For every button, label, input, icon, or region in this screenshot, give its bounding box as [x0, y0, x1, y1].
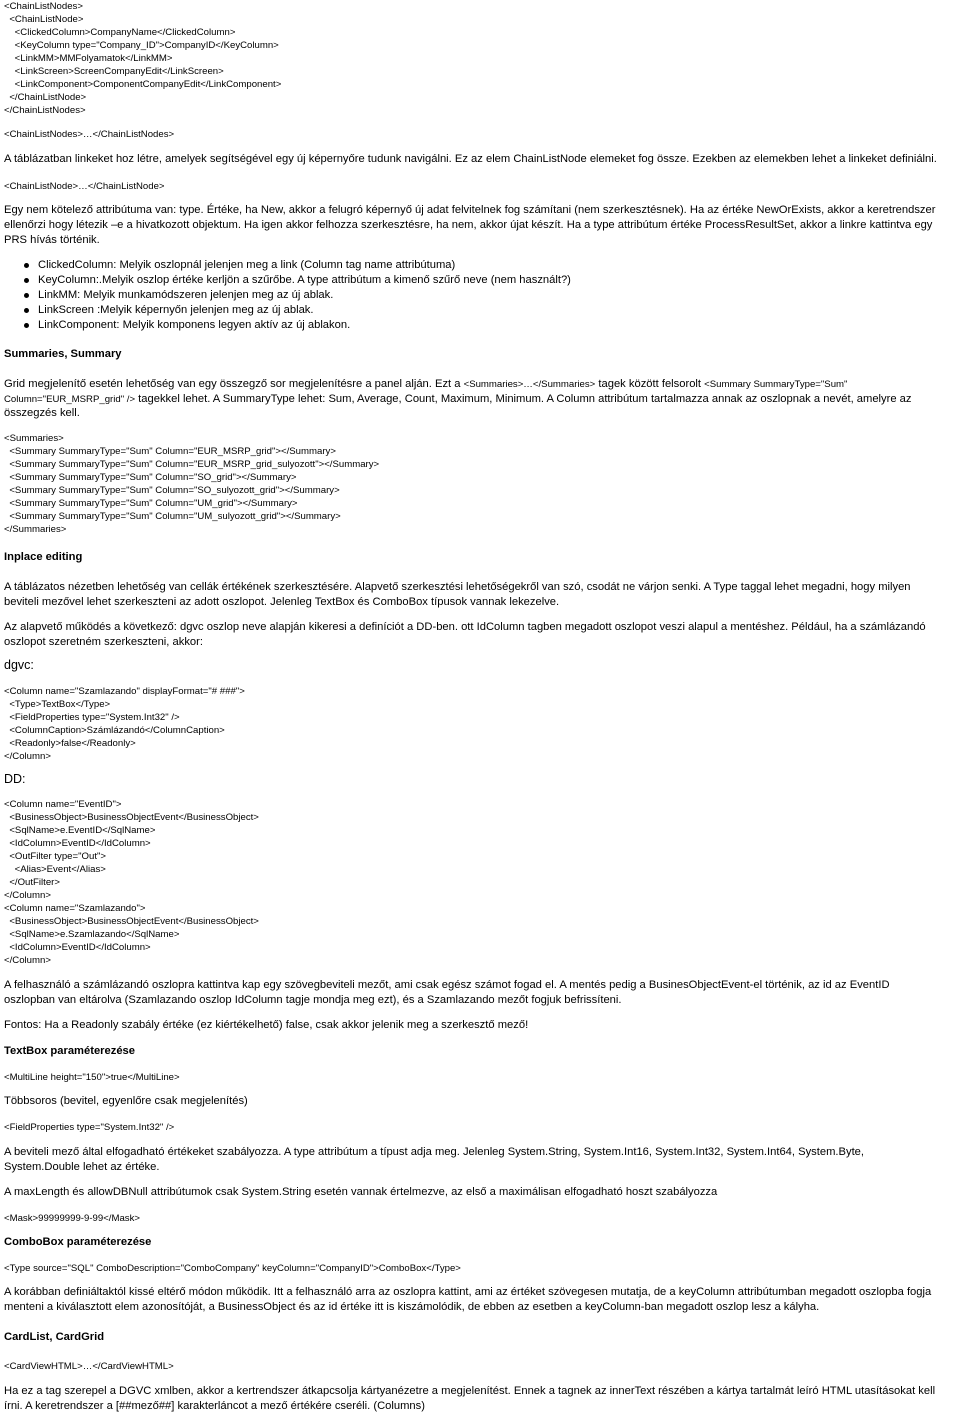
code-line: <SqlName>e.EventID</SqlName>	[4, 825, 156, 836]
summaries-description-line	[4, 392, 912, 407]
bullet-dot	[24, 323, 29, 328]
bullet-dot	[24, 308, 29, 313]
code-line: </ChainListNodes>	[4, 105, 86, 116]
summaries-heading: Summaries, Summary	[4, 348, 122, 360]
combobox-heading: ComboBox paraméterezése	[4, 1236, 152, 1248]
code-line: <FieldProperties type="System.Int32" />	[4, 712, 180, 723]
mask-code: <Mask>99999999-9-99</Mask>	[4, 1213, 140, 1224]
inline-code: <Summaries>…</Summaries>	[463, 379, 596, 390]
code-line: <Column name="Szamlazando" displayFormat="# ###">	[4, 686, 245, 697]
code-line: <Summaries>	[4, 433, 64, 444]
text-run: Grid megjelenítő esetén lehetőség van egy összegző sor megjelenítésre a panel alján. Ezt a	[4, 378, 464, 390]
chainlistnode-description-line: ellenőrzi hogy létezik –e a hivatkozott objektum. Ha igen akkor felhozza szerkesztésre, ha nem, akkor újat készít. Ha a type attribútum értéke ProcessResultSet, akkor a linkre kattintva egy	[4, 219, 933, 231]
inline-code: Column="EUR_MSRP_grid" />	[4, 394, 136, 405]
bullet-item: LinkComponent: Melyik komponens legyen aktív az új ablakon.	[38, 319, 351, 331]
chainlistnode-tag: <ChainListNode>…</ChainListNode>	[4, 181, 165, 192]
code-line: <OutFilter type="Out">	[4, 851, 106, 862]
code-line: <Summary SummaryType="Sum" Column="EUR_MSRP_grid"></Summary>	[4, 446, 336, 457]
text-run: tagek között felsorolt	[595, 378, 705, 390]
summaries-description-line	[4, 377, 847, 392]
dgvc-label: dgvc:	[4, 658, 34, 672]
inplace-description-line: beviteli mezővel lehet szerkeszteni az adott oszlopot. Jelenleg TextBox és ComboBox típusok vannak lekezelve.	[4, 596, 560, 608]
bullet-item: LinkScreen :Melyik képernyőn jelenjen meg az új ablak.	[38, 304, 314, 316]
code-line: <KeyColumn type="Company_ID">CompanyID</KeyColumn>	[4, 40, 279, 51]
code-line: <Summary SummaryType="Sum" Column="SO_grid"></Summary>	[4, 472, 297, 483]
code-line: <ChainListNode>	[4, 14, 84, 25]
code-line: <LinkComponent>ComponentCompanyEdit</LinkComponent>	[4, 79, 282, 90]
chainlistnodes-description: A táblázatban linkeket hoz létre, amelyek segítségével egy új képernyőre tudunk navigálni. Ez az elem ChainListNode elemeket fog össze. Ezekben az elemekben lehet a linkeket definiálni.	[4, 153, 937, 165]
after-dd-description-line: oszlopban van eltárolva (Szamlazando oszlop IdColumn tagje mondja meg ezt), és a Szamlazando mezőt fogjuk befrissíteni.	[4, 994, 622, 1006]
code-line: <Readonly>false</Readonly>	[4, 738, 136, 749]
code-line: <Summary SummaryType="Sum" Column="EUR_MSRP_grid_sulyozott"></Summary>	[4, 459, 380, 470]
bullet-item: KeyColumn:.Melyik oszlop értéke kerljön a szűrőbe. A type attribútum a kimenő szűrő neve (nem használt?)	[38, 274, 571, 286]
inline-code: <Summary SummaryType="Sum"	[704, 379, 848, 390]
code-line: <Alias>Event</Alias>	[4, 864, 106, 875]
code-line: <BusinessObject>BusinessObjectEvent</BusinessObject>	[4, 916, 259, 927]
cardview-description-line: Ha ez a tag szerepel a DGVC xmlben, akkor a kertrendszer átkapcsolja kártyanézetre a megjelenítést. Ennek a tagnek az innerText részében a kártya tartalmát leíró HTML utasításokat kell	[4, 1385, 936, 1397]
code-line: <ClickedColumn>CompanyName</ClickedColumn>	[4, 27, 236, 38]
code-line: </Column>	[4, 751, 51, 762]
bullet-item: ClickedColumn: Melyik oszlopnál jelenjen meg a link (Column tag name attribútuma)	[38, 259, 456, 271]
text-run: tagekkel lehet. A SummaryType lehet: Sum, Average, Count, Maximum, Minimum. A Column attribútum tartalmazza annak az oszlopnak a nevét, amelyre az	[135, 393, 912, 405]
code-line: </Summaries>	[4, 524, 67, 535]
fieldproperties-code: <FieldProperties type="System.Int32" />	[4, 1122, 175, 1133]
combobox-description-line: A korábban definiáltaktól kissé eltérő módon működik. Itt a felhasználó arra az oszlopra kattint, ami az értéket szövegesen mutatja, de a keyColumn attribútumban megadott oszlopba fogja	[4, 1286, 932, 1298]
chainlistnode-description-line: Egy nem kötelező attribútuma van: type. Értéke, ha New, akkor a felugró képernyő új adat felvitelnek fog számítani (nem szerkesztésnek). Ha az értéke NewOrExists, akkor a keretrendszer	[4, 204, 936, 216]
fieldproperties-description-line: System.Double lehet az értéke.	[4, 1161, 160, 1173]
cardlist-heading: CardList, CardGrid	[4, 1331, 105, 1343]
chainlistnode-description-line: PRS hívás történik.	[4, 234, 100, 246]
code-line: <ChainListNodes>	[4, 1, 83, 12]
inplace-heading: Inplace editing	[4, 551, 83, 563]
code-line: <Column name="Szamlazando">	[4, 903, 146, 914]
code-line: <SqlName>e.Szamlazando</SqlName>	[4, 929, 180, 940]
inplace-description-line: Az alapvető működés a következő: dgvc oszlop neve alapján kikeresi a definíciót a DD-ben. ott IdColumn tagben megadott oszlopot veszi alapul a mentéshez. Például, ha a számlázandó	[4, 621, 926, 633]
after-dd-description-line: A felhasználó a számlázandó oszlopra kattintva kap egy szövegbeviteli mezőt, ami csak egész számot fogad el. A mentés pedig a BusinesObjectEvent-el történik, az id az EventID	[4, 979, 890, 991]
multiline-description: Többsoros (bevitel, egyenlőre csak megjelenítés)	[4, 1095, 248, 1107]
code-line: </OutFilter>	[4, 877, 60, 888]
inplace-description-line: A táblázatos nézetben lehetőség van cellák értékének szerkesztésére. Alapvető szerkesztési lehetőségekről van szó, csodát ne várjon senki. A Type taggal lehet megadni, hogy milyen	[4, 581, 911, 593]
code-line: <IdColumn>EventID</IdColumn>	[4, 942, 151, 953]
multiline-code: <MultiLine height="150">true</MultiLine>	[4, 1072, 180, 1083]
code-line: <IdColumn>EventID</IdColumn>	[4, 838, 151, 849]
code-line: <LinkMM>MMFolyamatok</LinkMM>	[4, 53, 173, 64]
summaries-description-line: összegzés kell.	[4, 407, 80, 419]
code-line: <LinkScreen>ScreenCompanyEdit</LinkScreen>	[4, 66, 224, 77]
code-line: <Summary SummaryType="Sum" Column="UM_grid"></Summary>	[4, 498, 298, 509]
code-line: <BusinessObject>BusinessObjectEvent</BusinessObject>	[4, 812, 259, 823]
maxlength-description: A maxLength és allowDBNull attribútumok csak System.String esetén vannak értelmezve, az első a maximálisan elfogadható hoszt szabályozza	[4, 1186, 718, 1198]
chainlistnodes-tag: <ChainListNodes>…</ChainListNodes>	[4, 129, 175, 140]
code-line: <Summary SummaryType="Sum" Column="SO_sulyozott_grid"></Summary>	[4, 485, 340, 496]
important-note: Fontos: Ha a Readonly szabály értéke (ez kiértékelhető) false, csak akkor jelenik meg a szerkesztő mező!	[4, 1019, 529, 1031]
code-line: </Column>	[4, 955, 51, 966]
code-line: <ColumnCaption>Számlázandó</ColumnCaption>	[4, 725, 225, 736]
inplace-description-line: oszlopot szeretném szerkeszteni, akkor:	[4, 636, 203, 648]
combobox-code: <Type source="SQL" ComboDescription="ComboCompany" keyColumn="CompanyID">ComboBox</Type>	[4, 1263, 461, 1274]
cardview-code: <CardViewHTML>…</CardViewHTML>	[4, 1361, 174, 1372]
bullet-item: LinkMM: Melyik munkamódszeren jelenjen meg az új ablak.	[38, 289, 334, 301]
code-line: </ChainListNode>	[4, 92, 87, 103]
bullet-dot	[24, 263, 29, 268]
textbox-heading: TextBox paraméterezése	[4, 1045, 135, 1057]
code-line: </Column>	[4, 890, 51, 901]
cardview-description-line: írni. A keretrendszer a [##mező##] karakterláncot a mező értékére cseréli. (Columns)	[4, 1400, 425, 1412]
dd-label: DD:	[4, 772, 26, 786]
combobox-description-line: menteni a kiválasztott elem azonosítóját, a BusinessObject és az id értéke itt is kiszámolódik, de ebben az esetben a keyColumn-ban megadott oszlop lesz a kályha.	[4, 1301, 820, 1313]
bullet-dot	[24, 278, 29, 283]
fieldproperties-description-line: A beviteli mező által elfogadható értékeket szabályozza. A type attribútum a típust adja meg. Jelenleg System.String, System.Int16, System.Int32, System.Int64, System.Byte,	[4, 1146, 865, 1158]
code-line: <Column name="EventID">	[4, 799, 122, 810]
code-line: <Type>TextBox</Type>	[4, 699, 111, 710]
code-line: <Summary SummaryType="Sum" Column="UM_sulyozott_grid"></Summary>	[4, 511, 341, 522]
bullet-dot	[24, 293, 29, 298]
